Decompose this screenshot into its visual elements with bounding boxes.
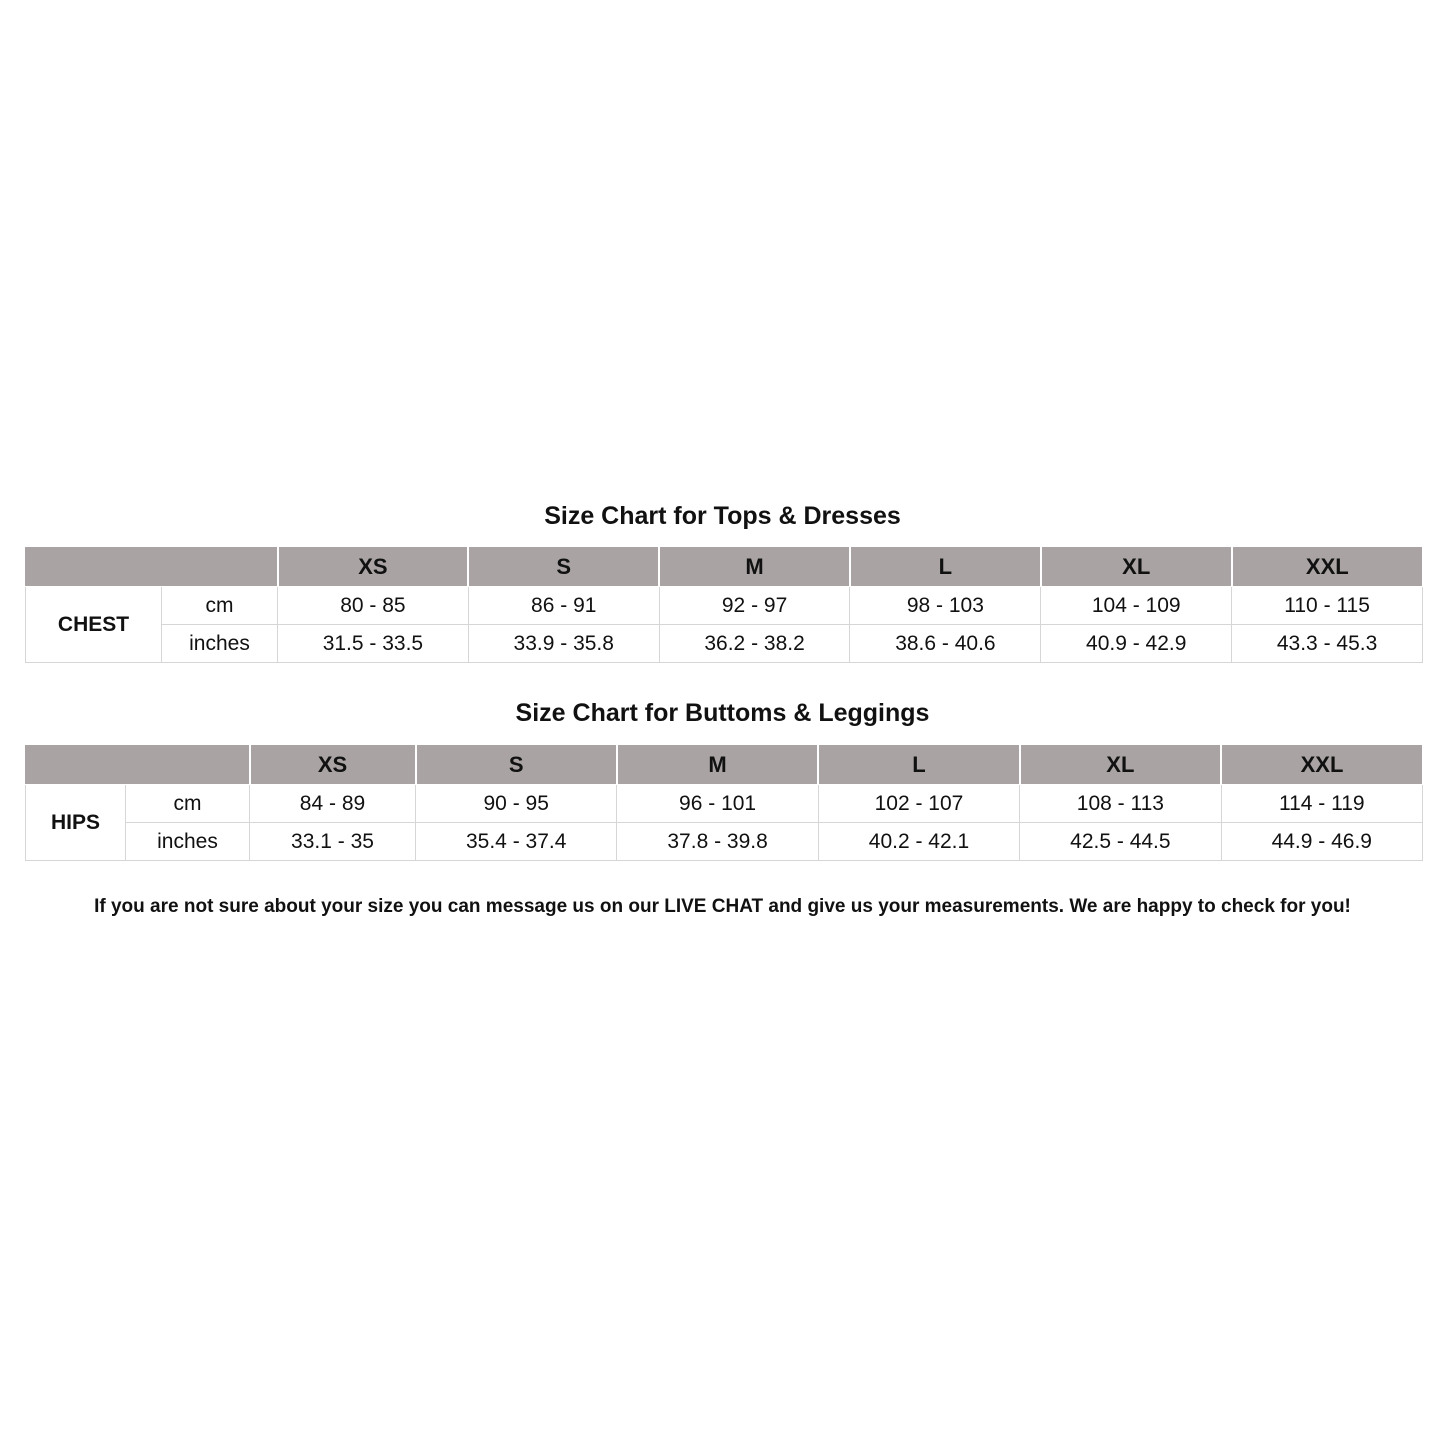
size-value-cell: 33.9 - 35.8 xyxy=(468,625,659,663)
size-value-cell: 31.5 - 33.5 xyxy=(278,625,469,663)
tops-size-table xyxy=(25,546,1423,663)
size-value-cell: 40.2 - 42.1 xyxy=(818,823,1019,861)
size-value-cell: 96 - 101 xyxy=(617,785,818,823)
size-value-cell: 36.2 - 38.2 xyxy=(659,625,850,663)
size-value-cell: 80 - 85 xyxy=(278,587,469,625)
size-value-cell: 102 - 107 xyxy=(818,785,1019,823)
unit-label-cm: cm xyxy=(126,785,250,823)
tops-header-row xyxy=(26,547,1423,587)
measure-label-hips: HIPS xyxy=(26,785,126,861)
table-row xyxy=(26,625,1423,663)
live-chat-footnote: If you are not sure about your size you can message us on our LIVE CHAT and give us your measurements. We are happy to check for you! xyxy=(94,896,1351,917)
size-header-xl: XL xyxy=(1020,745,1221,785)
size-header-m: M xyxy=(659,547,850,587)
size-value-cell: 44.9 - 46.9 xyxy=(1221,823,1422,861)
size-header-l: L xyxy=(850,547,1041,587)
size-value-cell: 108 - 113 xyxy=(1020,785,1221,823)
size-header-xs: XS xyxy=(278,547,469,587)
size-value-cell: 110 - 115 xyxy=(1232,587,1423,625)
size-value-cell: 42.5 - 44.5 xyxy=(1020,823,1221,861)
size-value-cell: 98 - 103 xyxy=(850,587,1041,625)
size-header-xs: XS xyxy=(250,745,416,785)
size-value-cell: 92 - 97 xyxy=(659,587,850,625)
header-corner-cell xyxy=(26,547,278,587)
size-value-cell: 38.6 - 40.6 xyxy=(850,625,1041,663)
size-header-xxl: XXL xyxy=(1221,745,1422,785)
size-value-cell: 114 - 119 xyxy=(1221,785,1422,823)
size-header-xl: XL xyxy=(1041,547,1232,587)
bottoms-chart-title: Size Chart for Buttoms & Leggings xyxy=(515,699,930,727)
size-value-cell: 104 - 109 xyxy=(1041,587,1232,625)
measure-label-chest: CHEST xyxy=(26,587,162,663)
header-corner-cell xyxy=(26,745,250,785)
table-row xyxy=(26,823,1423,861)
unit-label-inches: inches xyxy=(162,625,278,663)
size-value-cell: 90 - 95 xyxy=(416,785,617,823)
size-header-l: L xyxy=(818,745,1019,785)
table-row xyxy=(26,587,1423,625)
size-value-cell: 86 - 91 xyxy=(468,587,659,625)
unit-label-cm: cm xyxy=(162,587,278,625)
table-row xyxy=(26,785,1423,823)
unit-label-inches: inches xyxy=(126,823,250,861)
size-value-cell: 40.9 - 42.9 xyxy=(1041,625,1232,663)
bottoms-header-row xyxy=(26,745,1423,785)
size-header-m: M xyxy=(617,745,818,785)
size-header-xxl: XXL xyxy=(1232,547,1423,587)
size-value-cell: 33.1 - 35 xyxy=(250,823,416,861)
size-header-s: S xyxy=(416,745,617,785)
size-value-cell: 43.3 - 45.3 xyxy=(1232,625,1423,663)
tops-chart-title: Size Chart for Tops & Dresses xyxy=(544,502,901,530)
size-header-s: S xyxy=(468,547,659,587)
size-value-cell: 84 - 89 xyxy=(250,785,416,823)
size-value-cell: 37.8 - 39.8 xyxy=(617,823,818,861)
size-value-cell: 35.4 - 37.4 xyxy=(416,823,617,861)
bottoms-size-table xyxy=(25,744,1423,861)
